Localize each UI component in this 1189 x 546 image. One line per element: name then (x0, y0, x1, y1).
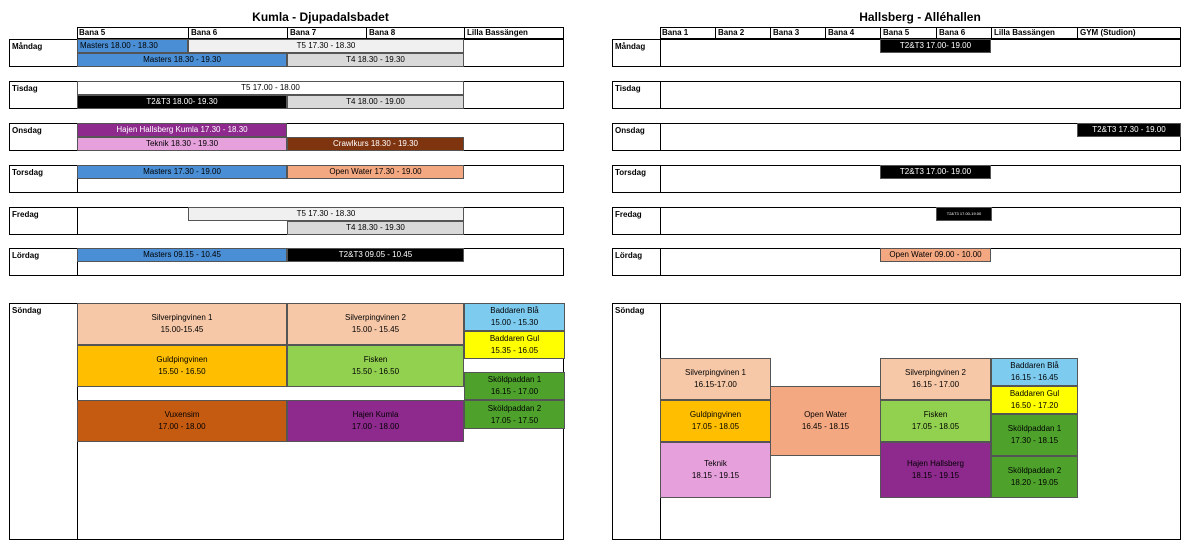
block-name: Fisken (363, 355, 388, 364)
hallsberg-lane-bana6: Bana 6 (936, 27, 992, 38)
kumla-sun-block (77, 400, 287, 442)
kumla-block: Masters 17.30 - 19.00 (77, 165, 287, 179)
block-name: Guldpingvinen (156, 355, 208, 364)
block-name: Sköldpaddan 1 (1007, 424, 1062, 433)
hallsberg-lane-bana2: Bana 2 (715, 27, 770, 38)
block-time: 15.50 - 16.50 (351, 367, 400, 376)
hallsberg-sun-block (660, 442, 771, 498)
block-name: Vuxensim (164, 410, 200, 419)
block-name: Silverpingvinen 1 (685, 368, 746, 377)
block-name: Baddaren Gul (489, 334, 540, 343)
block-time: 17.00 - 18.00 (158, 422, 206, 431)
kumla-day-lordag: Lördag (9, 248, 78, 276)
hallsberg-lane-gym: GYM (Studion) (1077, 27, 1181, 38)
hallsberg-block: T2&T3 17.00- 19.00 (880, 39, 991, 53)
hallsberg-sun-block (991, 386, 1078, 414)
block-time: 15.35 - 16.05 (490, 346, 539, 355)
block-name: Sköldpaddan 2 (1007, 466, 1062, 475)
hallsberg-sun-block (660, 400, 771, 442)
hallsberg-day-tisdag: Tisdag (612, 81, 661, 109)
block-time: 16.15-17.00 (694, 380, 737, 389)
block-time: 18.15 - 19.15 (691, 471, 740, 480)
kumla-title: Kumla - Djupadalsbadet (252, 10, 389, 24)
hallsberg-sun-block (770, 386, 881, 456)
block-name: Hajen Kumla (352, 410, 399, 419)
kumla-day-torsdag: Torsdag (9, 165, 78, 193)
kumla-block: Open Water 17.30 - 19.00 (287, 165, 464, 179)
hallsberg-lane-bana4: Bana 4 (825, 27, 880, 38)
block-name: Baddaren Gul (1009, 389, 1060, 398)
hallsberg-sun-block (880, 358, 991, 400)
kumla-block: T5 17.30 - 18.30 (188, 207, 464, 221)
kumla-sun-block (287, 303, 464, 345)
block-name: Sköldpaddan 1 (487, 375, 542, 384)
kumla-day-onsdag: Onsdag (9, 123, 78, 151)
hallsberg-block: T2&T3 17.30 - 19.00 (1077, 123, 1181, 137)
block-time: 15.50 - 16.50 (158, 367, 206, 376)
block-name: Hajen Hallsberg (907, 459, 964, 468)
block-name: Silverpingvinen 2 (345, 313, 406, 322)
block-name: Silverpingvinen 2 (905, 368, 966, 377)
kumla-lane-lilla: Lilla Bassängen (464, 27, 564, 38)
hallsberg-day-sondag: Söndag (612, 303, 661, 540)
block-time: 18.20 - 19.05 (1010, 478, 1059, 487)
block-time: 17.30 - 18.15 (1010, 436, 1059, 445)
block-name: Baddaren Blå (1010, 361, 1059, 370)
kumla-lane-bana6: Bana 6 (188, 27, 287, 38)
block-time: 15.00 - 15.30 (490, 318, 539, 327)
hallsberg-block: Open Water 09.00 - 10.00 (880, 248, 991, 262)
kumla-block: T4 18.00 - 19.00 (287, 95, 464, 109)
hallsberg-row-tisdag (660, 81, 1181, 109)
hallsberg-row-fredag (660, 207, 1181, 235)
hallsberg-sun-block (991, 414, 1078, 456)
hallsberg-day-torsdag: Torsdag (612, 165, 661, 193)
block-time: 15.00 - 15.45 (351, 325, 400, 334)
kumla-block: T5 17.00 - 18.00 (77, 81, 464, 95)
hallsberg-title: Hallsberg - Alléhallen (859, 10, 981, 24)
block-time: 18.15 - 19.15 (911, 471, 960, 480)
kumla-block: T4 18.30 - 19.30 (287, 221, 464, 235)
block-name: Baddaren Blå (490, 306, 539, 315)
kumla-lane-bana7: Bana 7 (287, 27, 366, 38)
hallsberg-block: T2&T3 17.00-19.00 (936, 207, 992, 221)
hallsberg-lane-bana5: Bana 5 (880, 27, 936, 38)
kumla-day-sondag: Söndag (9, 303, 78, 540)
hallsberg-day-lordag: Lördag (612, 248, 661, 276)
kumla-lane-bana5: Bana 5 (79, 28, 106, 37)
hallsberg-lane-bana1: Bana 1 (662, 28, 689, 37)
kumla-day-tisdag: Tisdag (9, 81, 78, 109)
block-name: Open Water (804, 410, 847, 419)
kumla-block: T5 17.30 - 18.30 (188, 39, 464, 53)
kumla-sun-block (464, 400, 565, 429)
block-time: 17.00 - 18.00 (351, 422, 400, 431)
kumla-sun-block (77, 303, 287, 345)
hallsberg-sun-block (991, 456, 1078, 498)
hallsberg-sun-block (880, 400, 991, 442)
hallsberg-block: T2&T3 17.00- 19.00 (880, 165, 991, 179)
hallsberg-sun-block (991, 358, 1078, 386)
kumla-block: Masters 09.15 - 10.45 (77, 248, 287, 262)
kumla-sun-block (464, 331, 565, 359)
block-name: Guldpingvinen (689, 410, 742, 419)
kumla-block: T4 18.30 - 19.30 (287, 53, 464, 67)
kumla-block: T2&T3 18.00- 19.30 (77, 95, 287, 109)
block-time: 16.45 - 18.15 (801, 422, 850, 431)
kumla-day-fredag: Fredag (9, 207, 78, 235)
kumla-sun-block (77, 345, 287, 387)
kumla-sun-block (287, 345, 464, 387)
kumla-block: Teknik 18.30 - 19.30 (77, 137, 287, 151)
hallsberg-lane-bana3: Bana 3 (770, 27, 825, 38)
block-time: 16.50 - 17.20 (1010, 401, 1059, 410)
hallsberg-day-fredag: Fredag (612, 207, 661, 235)
block-time: 17.05 - 17.50 (490, 415, 539, 425)
block-time: 17.05 - 18.05 (911, 422, 960, 431)
block-time: 16.15 - 17.00 (911, 380, 960, 389)
kumla-block: Masters 18.00 - 18.30 (77, 39, 188, 53)
hallsberg-sun-block (660, 358, 771, 400)
kumla-sun-block (464, 303, 565, 331)
block-time: 15.00-15.45 (160, 325, 204, 334)
kumla-block: Masters 18.30 - 19.30 (77, 53, 287, 67)
hallsberg-day-mandag: Måndag (612, 39, 661, 67)
kumla-block: T2&T3 09.05 - 10.45 (287, 248, 464, 262)
block-name: Fisken (923, 410, 948, 419)
block-name: Teknik (704, 459, 727, 468)
block-time: 16.15 - 17.00 (490, 387, 539, 396)
block-name: Sköldpaddan 2 (487, 403, 542, 413)
kumla-sun-block (287, 400, 464, 442)
kumla-block: Hajen Hallsberg Kumla 17.30 - 18.30 (77, 123, 287, 137)
hallsberg-sun-block (880, 442, 991, 498)
block-time: 17.05 - 18.05 (691, 422, 740, 431)
kumla-block: Crawlkurs 18.30 - 19.30 (287, 137, 464, 151)
block-time: 16.15 - 16.45 (1010, 373, 1059, 382)
kumla-day-mandag: Måndag (9, 39, 78, 67)
hallsberg-lane-lilla: Lilla Bassängen (991, 27, 1078, 38)
kumla-lane-bana8: Bana 8 (366, 27, 465, 38)
block-name: Silverpingvinen 1 (151, 313, 213, 322)
kumla-sun-block (464, 372, 565, 400)
hallsberg-day-onsdag: Onsdag (612, 123, 661, 151)
